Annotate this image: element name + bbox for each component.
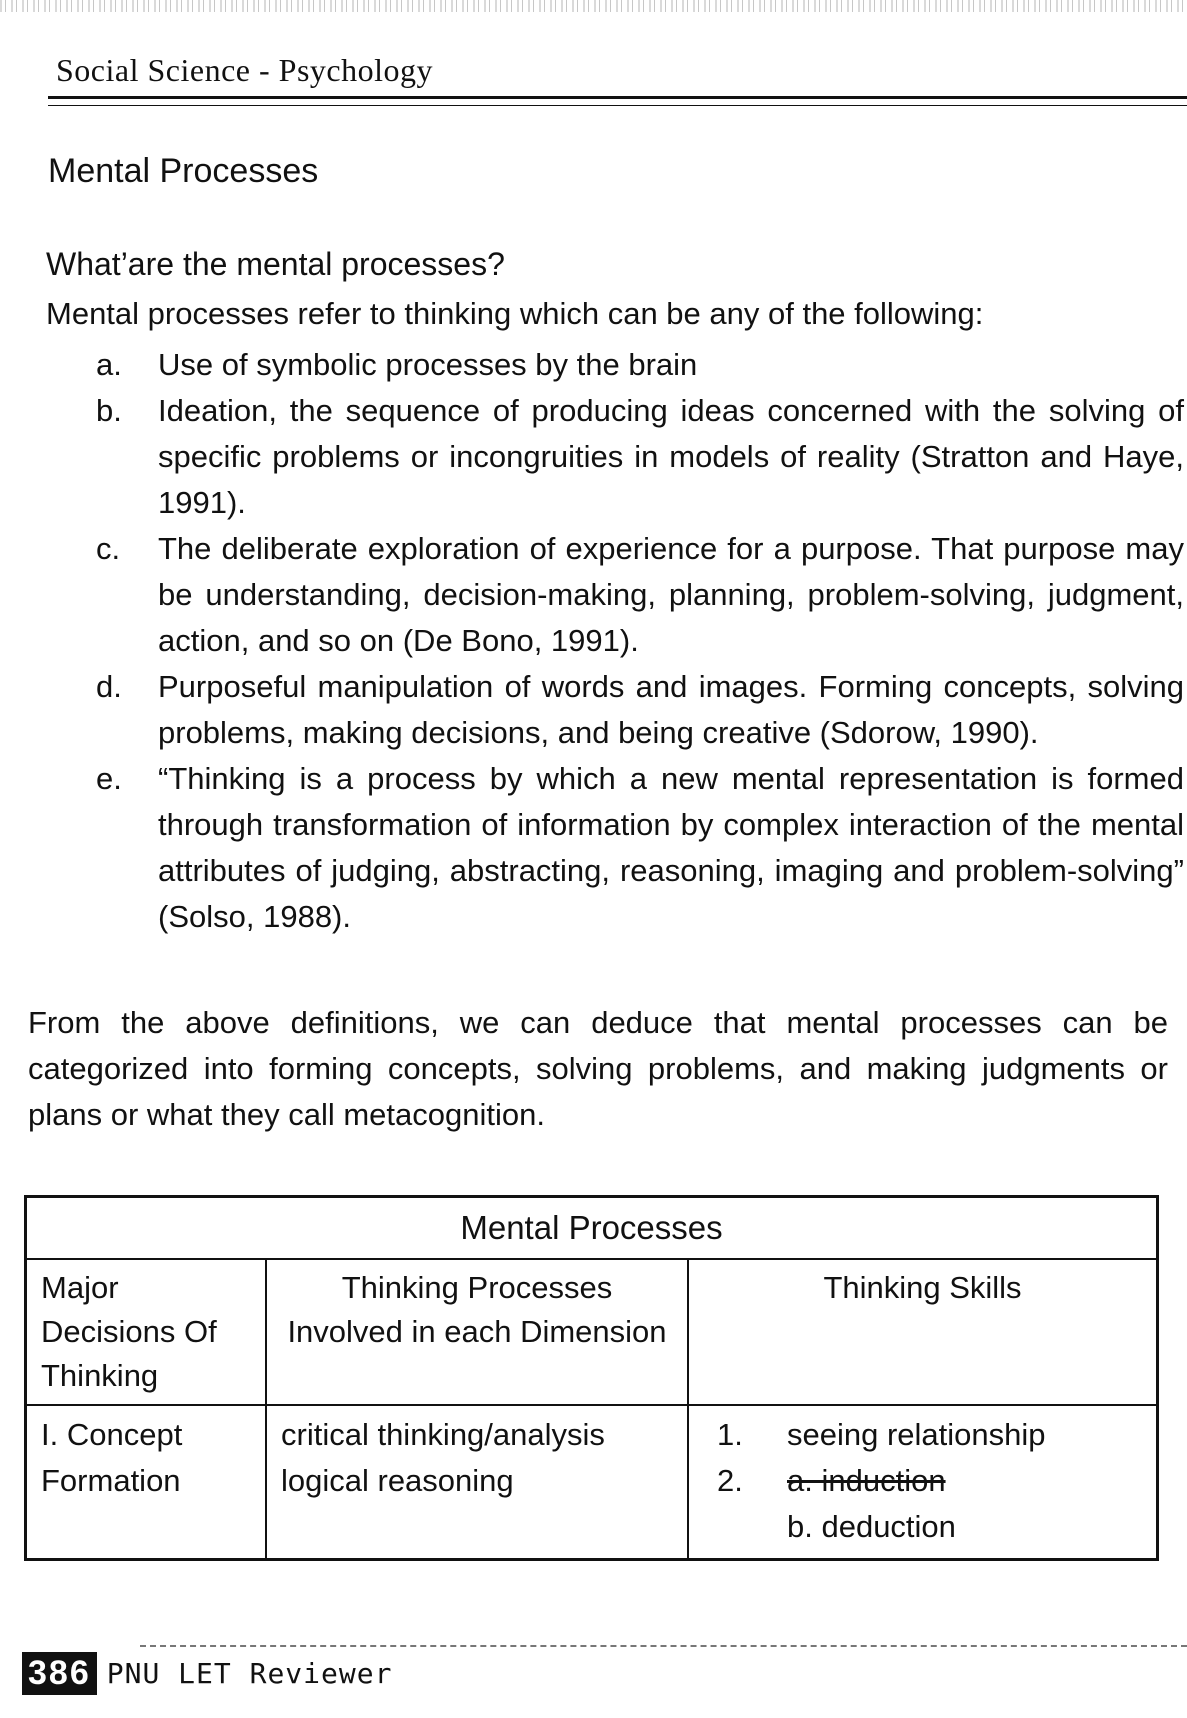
table-header-skills: Thinking Skills xyxy=(688,1259,1158,1405)
list-item xyxy=(84,756,1184,940)
definitions-list xyxy=(84,342,1184,940)
definition-text: Use of symbolic processes by the brain xyxy=(158,347,698,382)
table-row xyxy=(26,1405,1158,1560)
skill-number: 2. xyxy=(717,1463,743,1498)
conclusion-paragraph: From the above definitions, we can deduce that mental processes can be categorized into forming concepts, solving problems, and making judgments or plans or what they call metacognition. xyxy=(28,1005,1168,1132)
skill-number: 1. xyxy=(717,1417,743,1452)
list-item xyxy=(84,526,1184,664)
skills-cell xyxy=(688,1405,1158,1560)
footer-rule xyxy=(140,1645,1187,1647)
scan-edge-noise xyxy=(0,0,1187,12)
table-title: Mental Processes xyxy=(26,1197,1158,1260)
mental-processes-table xyxy=(24,1195,1159,1561)
processes-cell xyxy=(266,1405,688,1560)
list-marker: d. xyxy=(96,669,122,704)
process-item: critical thinking/analysis xyxy=(281,1417,605,1452)
running-header: Social Science - Psychology xyxy=(56,52,433,88)
list-item xyxy=(84,388,1184,526)
list-marker: c. xyxy=(96,531,121,566)
header-rule xyxy=(48,96,1187,106)
list-marker: a. xyxy=(96,347,122,382)
question-heading: What’are the mental processes? xyxy=(46,246,505,282)
skill-item xyxy=(703,1412,1142,1458)
skill-item xyxy=(703,1504,1142,1550)
process-item: logical reasoning xyxy=(281,1463,514,1498)
definition-text: “Thinking is a process by which a new mental representation is formed through transformation of information by complex interaction of the mental attributes of judging, abstracting, reasoning, imaging and problem-solving” (Solso, 1988). xyxy=(158,761,1184,934)
definition-text: The deliberate exploration of experience for a purpose. That purpose may be understanding, decision-making, planning, problem-solving, judgment, action, and so on (De Bono, 1991). xyxy=(158,531,1184,658)
intro-paragraph: Mental processes refer to thinking which can be any of the following: xyxy=(46,296,984,331)
skill-text: b. deduction xyxy=(787,1509,956,1544)
definition-text: Ideation, the sequence of producing ideas concerned with the solving of specific problems or incongruities in models of reality (Stratton and Haye, 1991). xyxy=(158,393,1184,520)
page-footer xyxy=(22,1650,392,1696)
skill-text: seeing relationship xyxy=(787,1417,1046,1452)
skill-text: a. induction xyxy=(787,1463,946,1498)
book-title: PNU LET Reviewer xyxy=(106,1656,393,1690)
table-header-dimension: Major Decisions Of Thinking xyxy=(26,1259,267,1405)
list-item xyxy=(84,342,1184,388)
dimension-cell: I. Concept Formation xyxy=(26,1405,267,1560)
skill-item xyxy=(703,1458,1142,1504)
table-header-processes: Thinking Processes Involved in each Dimension xyxy=(266,1259,688,1405)
list-marker: e. xyxy=(96,761,122,796)
definition-text: Purposeful manipulation of words and images. Forming concepts, solving problems, making decisions, and being creative (Sdorow, 1990). xyxy=(158,669,1184,750)
section-title: Mental Processes xyxy=(48,152,319,190)
list-item xyxy=(84,664,1184,756)
page-number-badge: 386 xyxy=(22,1652,97,1695)
list-marker: b. xyxy=(96,393,122,428)
